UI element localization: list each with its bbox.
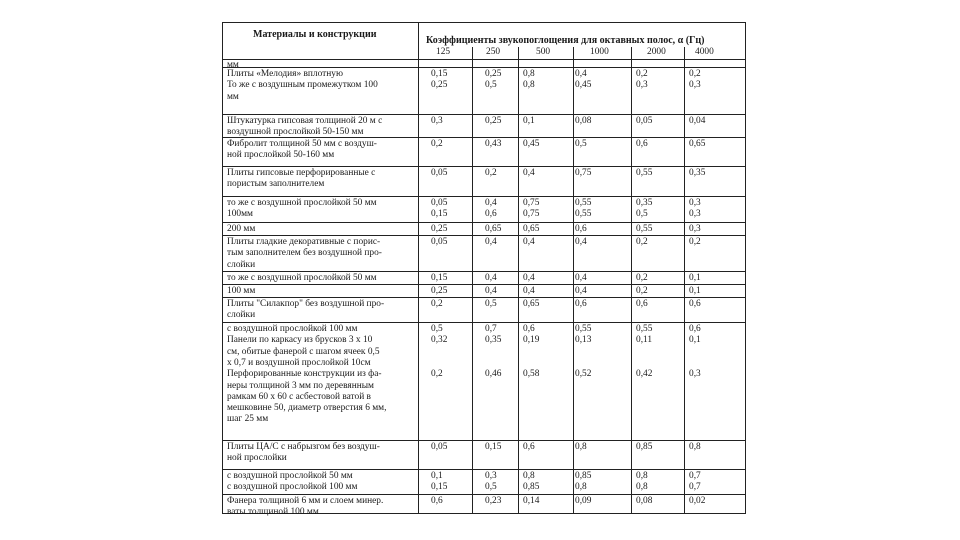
row-label-line: с воздушной прослойкой 100 мм bbox=[227, 482, 358, 493]
row-value: 0,6 bbox=[431, 496, 443, 506]
row-value: 0,35 bbox=[689, 168, 706, 178]
row-value: 0,2 bbox=[431, 369, 443, 380]
row-value: 0,4 bbox=[575, 286, 587, 296]
row-label-line: Плиты гладкие декоративные с порис- bbox=[227, 237, 381, 247]
row-value: 0,2 bbox=[636, 69, 648, 79]
column-rule bbox=[631, 47, 632, 513]
row-label-line: Фибролит толщиной 50 мм с воздуш- bbox=[227, 139, 377, 149]
row-value: 0,19 bbox=[523, 335, 540, 346]
row-value: 0,75 bbox=[575, 168, 592, 178]
column-rule bbox=[684, 47, 685, 513]
row-value: 0,32 bbox=[431, 335, 448, 346]
row-value: 0,2 bbox=[636, 273, 648, 283]
row-value: 0,3 bbox=[485, 471, 497, 481]
row-value: 0,4 bbox=[575, 273, 587, 283]
row-value: 0,55 bbox=[636, 168, 653, 178]
row-value: 0,55 bbox=[575, 209, 592, 220]
row-value: 0,6 bbox=[636, 139, 648, 149]
row-value: 0,8 bbox=[523, 69, 535, 79]
row-value: 0,2 bbox=[636, 237, 648, 247]
row-value: 0,02 bbox=[689, 496, 706, 506]
row-label-line: ной прослойки bbox=[227, 453, 287, 464]
row-value: 0,6 bbox=[689, 324, 701, 334]
row-rule bbox=[223, 67, 745, 68]
row-value: 0,05 bbox=[431, 442, 448, 452]
row-value: 0,05 bbox=[431, 198, 448, 208]
row-label-line: тым заполнителем без воздушной про- bbox=[227, 248, 382, 259]
row-value: 0,7 bbox=[689, 471, 701, 481]
row-value: 0,6 bbox=[523, 324, 535, 334]
row-label-line: мм bbox=[227, 91, 239, 102]
row-label-line: х 0,7 и воздушной прослойкой 10см bbox=[227, 357, 371, 368]
row-value: 0,45 bbox=[575, 80, 592, 91]
row-label-line: 100мм bbox=[227, 209, 253, 220]
row-value: 0,75 bbox=[523, 198, 540, 208]
row-value: 0,05 bbox=[431, 237, 448, 247]
row-label-line: ваты толщиной 100 мм bbox=[227, 507, 319, 518]
row-value: 0,6 bbox=[636, 299, 648, 309]
row-rule bbox=[223, 235, 745, 236]
row-label-line: воздушной прослойкой 50-150 мм bbox=[227, 127, 364, 138]
row-value: 0,15 bbox=[431, 69, 448, 79]
row-value: 0,55 bbox=[575, 198, 592, 208]
row-value: 0,2 bbox=[689, 69, 701, 79]
header-frequency: 2000 bbox=[647, 47, 666, 57]
row-value: 0,1 bbox=[689, 273, 701, 283]
row-value: 0,15 bbox=[431, 482, 448, 493]
row-label-line: Панели по каркасу из брусков 3 х 10 bbox=[227, 335, 373, 346]
row-label-line: Перфорированные конструкции из фа- bbox=[227, 369, 382, 380]
row-value: 0,11 bbox=[636, 335, 653, 346]
row-label-line: слойки bbox=[227, 310, 256, 321]
row-label-line: Плиты ЦА/С с набрызгом без воздуш- bbox=[227, 442, 380, 452]
row-value: 0,3 bbox=[689, 80, 701, 91]
row-value: 0,2 bbox=[431, 139, 443, 149]
row-value: 0,5 bbox=[636, 209, 648, 220]
row-value: 0,6 bbox=[575, 299, 587, 309]
row-value: 0,25 bbox=[485, 116, 502, 126]
row-value: 0,8 bbox=[689, 442, 701, 452]
row-value: 0,35 bbox=[485, 335, 502, 346]
row-value: 0,45 bbox=[523, 139, 540, 149]
row-value: 0,42 bbox=[636, 369, 653, 380]
row-value: 0,4 bbox=[575, 237, 587, 247]
row-label-line: ной прослойкой 50-160 мм bbox=[227, 150, 335, 161]
row-value: 0,1 bbox=[523, 116, 535, 126]
row-value: 0,7 bbox=[485, 324, 497, 334]
row-value: 0,14 bbox=[523, 496, 540, 506]
row-value: 0,25 bbox=[431, 286, 448, 296]
row-value: 0,55 bbox=[636, 224, 653, 234]
row-value: 0,6 bbox=[689, 299, 701, 309]
row-value: 0,3 bbox=[689, 369, 701, 380]
header-frequency: 1000 bbox=[590, 47, 609, 57]
row-value: 0,5 bbox=[485, 299, 497, 309]
row-value: 0,25 bbox=[485, 69, 502, 79]
row-label-line: см, обитые фанерой с шагом ячеек 0,5 bbox=[227, 346, 380, 357]
row-value: 0,4 bbox=[523, 273, 535, 283]
row-label-line: рамкам 60 х 60 с асбестовой ватой в bbox=[227, 391, 371, 402]
row-value: 0,6 bbox=[485, 209, 497, 220]
row-label-line: Плиты "Силакпор" без воздушной про- bbox=[227, 299, 385, 309]
row-value: 0,5 bbox=[485, 482, 497, 493]
row-value: 0,3 bbox=[431, 116, 443, 126]
row-value: 0,2 bbox=[485, 168, 497, 178]
row-value: 0,2 bbox=[636, 286, 648, 296]
row-rule bbox=[223, 440, 745, 441]
row-label-line: Штукатурка гипсовая толщиной 20 м с bbox=[227, 116, 383, 126]
row-value: 0,15 bbox=[431, 273, 448, 283]
row-value: 0,1 bbox=[689, 335, 701, 346]
row-rule bbox=[223, 196, 745, 197]
row-value: 0,5 bbox=[431, 324, 443, 334]
row-label-line: с воздушной прослойкой 50 мм bbox=[227, 471, 353, 481]
row-rule bbox=[223, 271, 745, 272]
row-value: 0,4 bbox=[485, 198, 497, 208]
row-value: 0,13 bbox=[575, 335, 592, 346]
row-value: 0,1 bbox=[689, 286, 701, 296]
row-value: 0,15 bbox=[485, 442, 502, 452]
row-label-line: слойки bbox=[227, 259, 256, 270]
row-value: 0,58 bbox=[523, 369, 540, 380]
header-rule bbox=[223, 59, 745, 60]
row-rule bbox=[223, 494, 745, 495]
row-label-line: пористым заполнителем bbox=[227, 179, 325, 190]
row-value: 0,08 bbox=[575, 116, 592, 126]
row-rule bbox=[223, 322, 745, 323]
row-value: 0,43 bbox=[485, 139, 502, 149]
row-value: 0,8 bbox=[636, 482, 648, 493]
row-value: 0,85 bbox=[636, 442, 653, 452]
row-value: 0,4 bbox=[575, 69, 587, 79]
row-value: 0,3 bbox=[689, 224, 701, 234]
row-value: 0,52 bbox=[575, 369, 592, 380]
header-coefficients: Коэффициенты звукопоглощения для октавных полос, α (Гц) bbox=[426, 35, 705, 46]
row-value: 0,2 bbox=[431, 299, 443, 309]
row-value: 0,3 bbox=[689, 209, 701, 220]
header-frequency: 500 bbox=[536, 47, 551, 57]
header-frequency: 125 bbox=[436, 47, 451, 57]
row-rule bbox=[223, 114, 745, 115]
row-rule bbox=[223, 297, 745, 298]
row-label-line: шаг 25 мм bbox=[227, 414, 269, 425]
row-label-line: неры толщиной 3 мм по деревянным bbox=[227, 380, 374, 391]
row-value: 0,4 bbox=[523, 286, 535, 296]
row-label-line: Плиты гипсовые перфорированные с bbox=[227, 168, 376, 178]
row-rule bbox=[223, 166, 745, 167]
row-value: 0,46 bbox=[485, 369, 502, 380]
row-label-line: Плиты «Мелодия» вплотную bbox=[227, 69, 343, 79]
row-value: 0,15 bbox=[431, 209, 448, 220]
row-value: 0,4 bbox=[523, 168, 535, 178]
row-label-line: мешковине 50, диаметр отверстия 6 мм, bbox=[227, 403, 387, 414]
row-value: 0,8 bbox=[575, 482, 587, 493]
row-label-line: Фанера толщиной 6 мм и слоем минер. bbox=[227, 496, 384, 506]
row-value: 0,4 bbox=[485, 286, 497, 296]
column-rule bbox=[472, 47, 473, 513]
row-value: 0,05 bbox=[636, 116, 653, 126]
row-value: 0,04 bbox=[689, 116, 706, 126]
row-value: 0,09 bbox=[575, 496, 592, 506]
row-label-line: с воздушной прослойкой 100 мм bbox=[227, 324, 358, 334]
row-value: 0,65 bbox=[523, 224, 540, 234]
row-value: 0,3 bbox=[636, 80, 648, 91]
row-value: 0,6 bbox=[523, 442, 535, 452]
row-rule bbox=[223, 469, 745, 470]
row-label-line: 200 мм bbox=[227, 224, 256, 234]
column-rule bbox=[573, 47, 574, 513]
row-label-line: 100 мм bbox=[227, 286, 256, 296]
row-value: 0,85 bbox=[575, 471, 592, 481]
row-value: 0,3 bbox=[689, 198, 701, 208]
row-label-line: то же с воздушной прослойкой 50 мм bbox=[227, 273, 377, 283]
row-value: 0,1 bbox=[431, 471, 443, 481]
row-value: 0,6 bbox=[575, 224, 587, 234]
row-value: 0,25 bbox=[431, 224, 448, 234]
row-value: 0,08 bbox=[636, 496, 653, 506]
header-frequency: 250 bbox=[486, 47, 501, 57]
header-materials: Материалы и конструкции bbox=[253, 29, 377, 40]
row-value: 0,85 bbox=[523, 482, 540, 493]
row-value: 0,8 bbox=[636, 471, 648, 481]
header-unit: мм bbox=[227, 60, 239, 70]
row-value: 0,65 bbox=[689, 139, 706, 149]
row-value: 0,8 bbox=[523, 80, 535, 91]
row-value: 0,23 bbox=[485, 496, 502, 506]
row-value: 0,8 bbox=[523, 471, 535, 481]
row-value: 0,4 bbox=[485, 237, 497, 247]
row-value: 0,65 bbox=[485, 224, 502, 234]
column-rule bbox=[518, 47, 519, 513]
row-label-line: То же с воздушным промежутком 100 bbox=[227, 80, 378, 91]
row-value: 0,4 bbox=[485, 273, 497, 283]
row-value: 0,5 bbox=[485, 80, 497, 91]
row-value: 0,05 bbox=[431, 168, 448, 178]
row-label-line: то же с воздушной прослойкой 50 мм bbox=[227, 198, 377, 208]
row-value: 0,65 bbox=[523, 299, 540, 309]
sound-absorption-table bbox=[222, 22, 746, 518]
row-value: 0,25 bbox=[431, 80, 448, 91]
row-value: 0,7 bbox=[689, 482, 701, 493]
row-value: 0,75 bbox=[523, 209, 540, 220]
header-frequency: 4000 bbox=[695, 47, 714, 57]
row-value: 0,2 bbox=[689, 237, 701, 247]
row-value: 0,8 bbox=[575, 442, 587, 452]
row-value: 0,55 bbox=[636, 324, 653, 334]
row-value: 0,55 bbox=[575, 324, 592, 334]
row-value: 0,35 bbox=[636, 198, 653, 208]
row-rule bbox=[223, 222, 745, 223]
row-value: 0,5 bbox=[575, 139, 587, 149]
row-value: 0,4 bbox=[523, 237, 535, 247]
